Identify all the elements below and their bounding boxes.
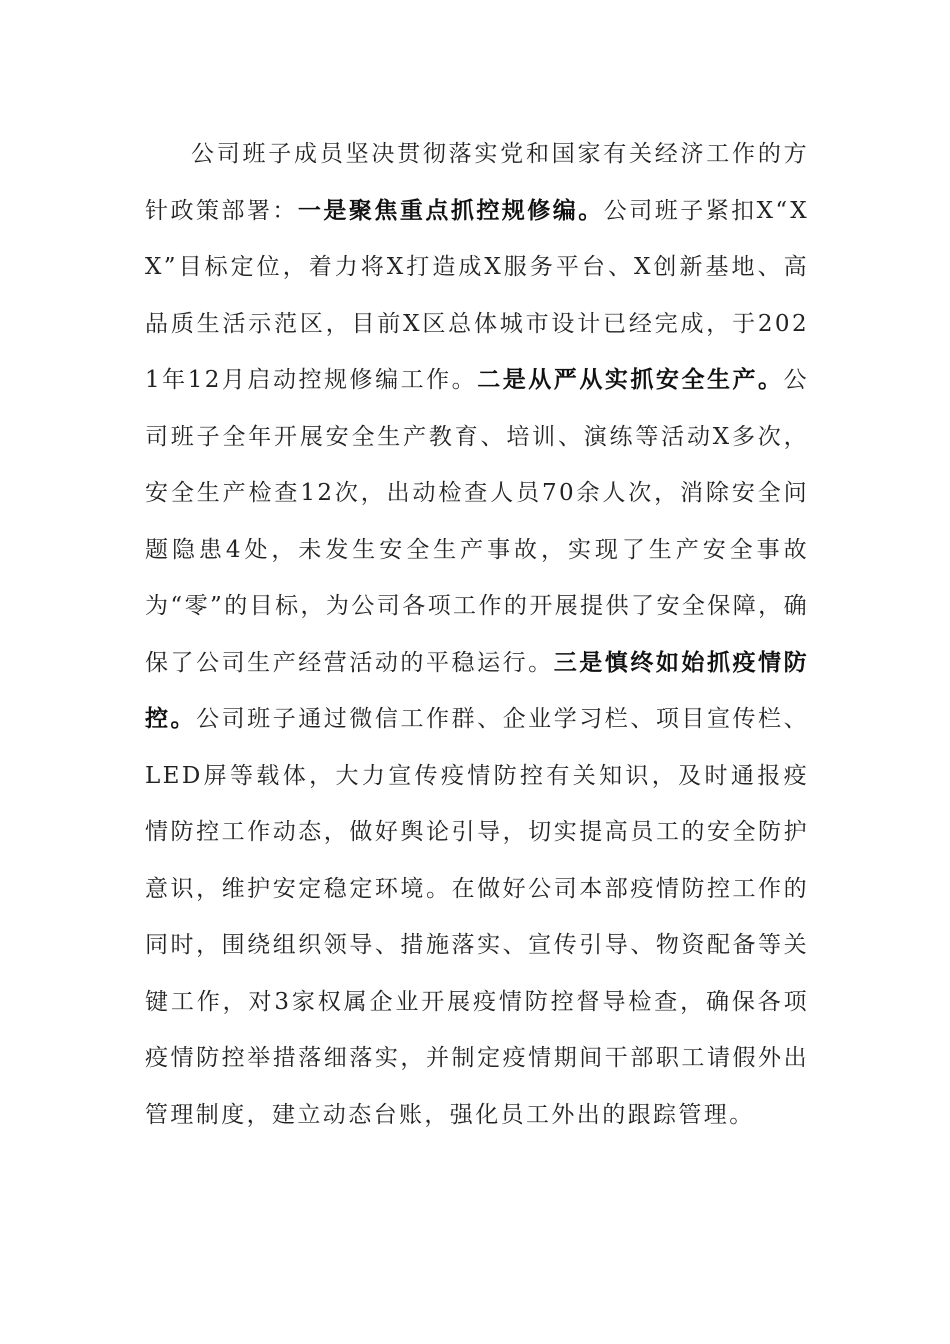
point-3-heading: 三是慎终如始抓疫情防控。	[145, 648, 809, 732]
point-1-text: 公司班子紧扣X“XX”目标定位，着力将X打造成X服务平台、X创新基地、高品质生活示范区，目前X区总体城市设计已经完成，于2021年12月启动控规修编工作。	[145, 197, 810, 393]
point-1-heading: 一是聚焦重点抓控规修编。	[297, 196, 604, 224]
point-2-heading: 二是从严从实抓安全生产。	[477, 366, 784, 393]
body-paragraph	[145, 126, 809, 1143]
intro-text: 公司班子成员坚决贯彻落实党和国家有关经济工作的方针政策部署：	[145, 141, 809, 224]
point-2-text: 公司班子全年开展安全生产教育、培训、演练等活动X多次，安全生产检查12次，出动检查人员70余人次，消除安全问题隐患4处，未发生安全生产事故，实现了生产安全事故为“零”的目标，为公司各项工作的开展提供了安全保障，确保了公司生产经营活动的平稳运行。	[145, 367, 810, 676]
point-3-text: 公司班子通过微信工作群、企业学习栏、项目宣传栏、LED屏等载体，大力宣传疫情防控有关知识，及时通报疫情防控工作动态，做好舆论引导，切实提高员工的安全防护意识，维护安定稳定环境。在做好公司本部疫情防控工作的同时，围绕组织领导、措施落实、宣传引导、物资配备等关键工作，对3家权属企业开展疫情防控督导检查，确保各项疫情防控举措落细落实，并制定疫情期间干部职工请假外出管理制度，建立动态台账，强化员工外出的跟踪管理。	[145, 706, 809, 1128]
